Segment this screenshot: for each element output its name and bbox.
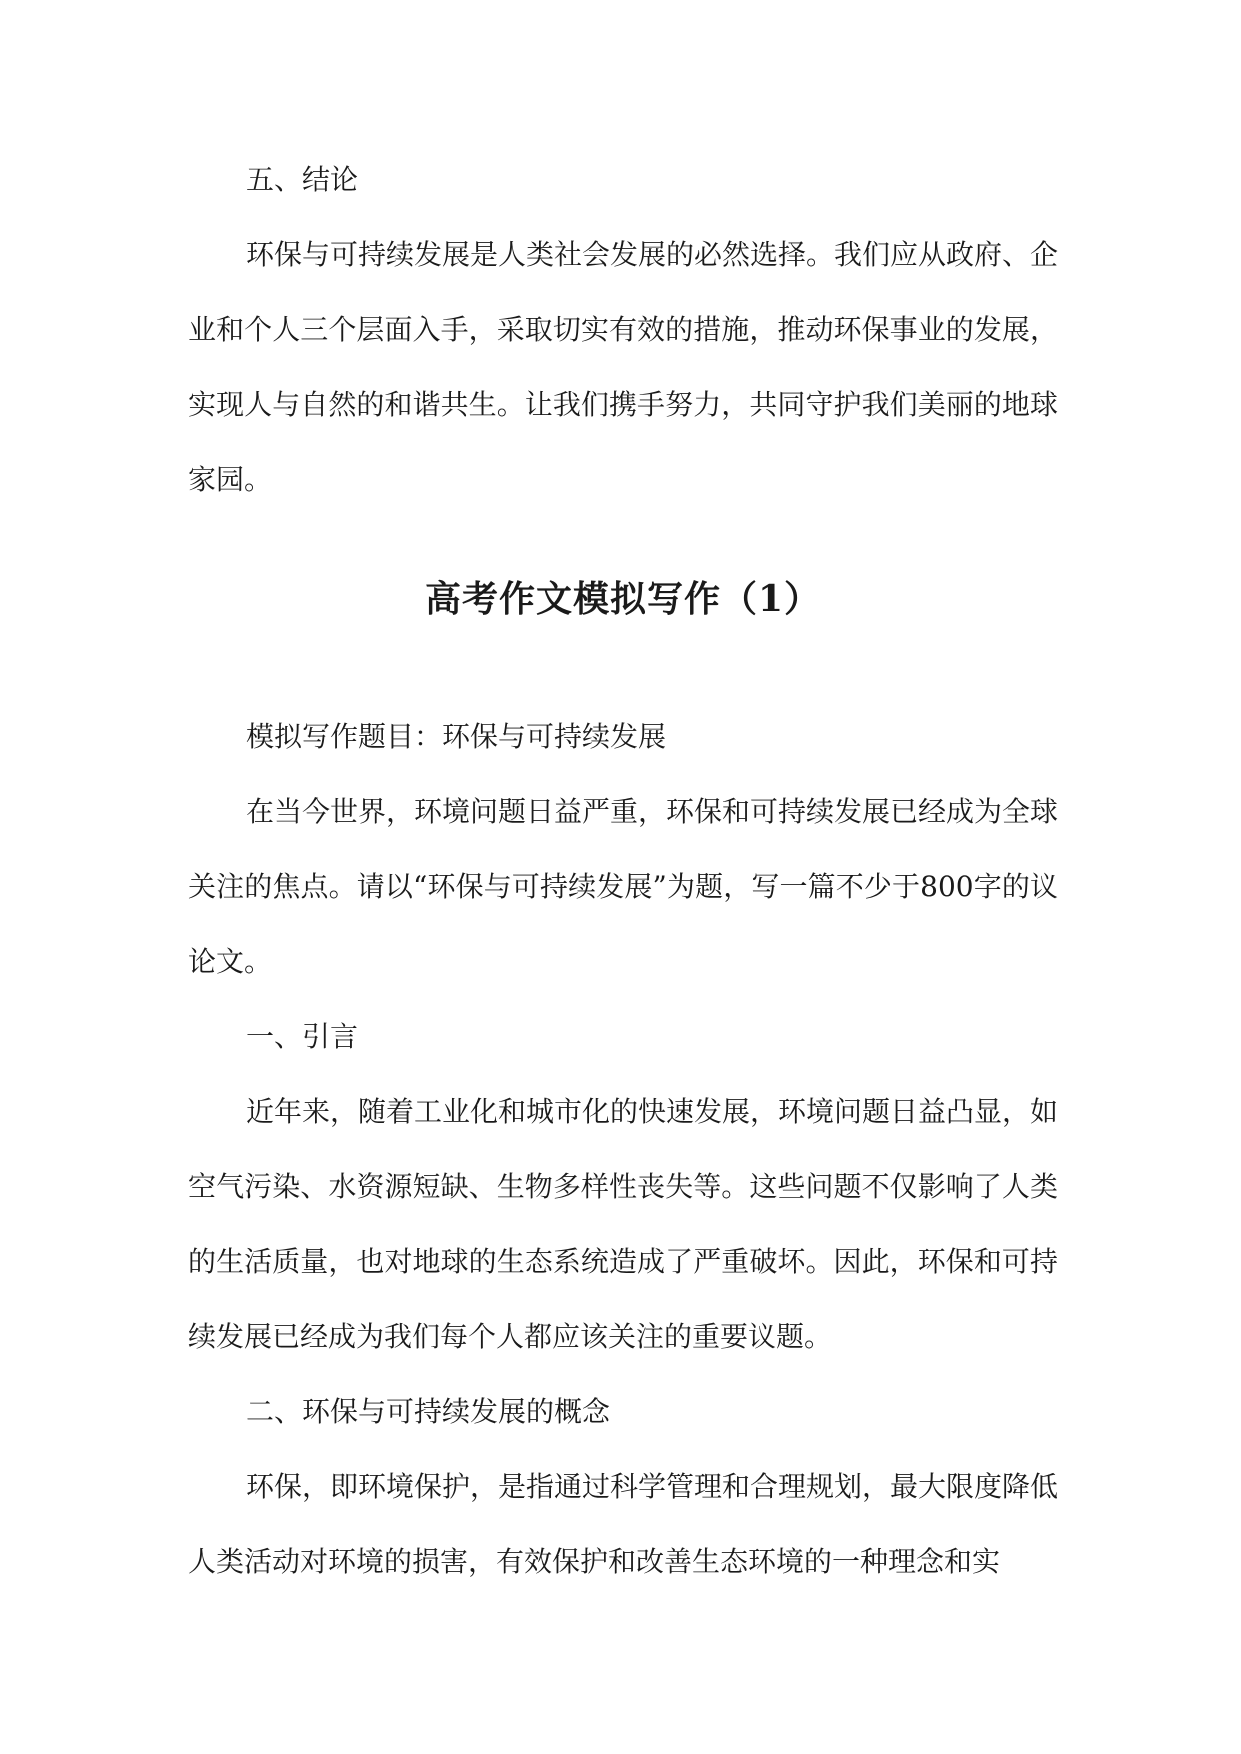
document-body xyxy=(188,142,1058,1599)
section5-paragraph: 环保与可持续发展是人类社会发展的必然选择。我们应从政府、企业和个人三个层面入手，采取切实有效的措施，推动环保事业的发展，实现人与自然的和谐共生。让我们携手努力，共同守护我们美丽的地球家园。 xyxy=(188,238,1059,496)
prompt-title: 模拟写作题目：环保与可持续发展 xyxy=(246,720,667,753)
section1-paragraph: 近年来，随着工业化和城市化的快速发展，环境问题日益凸显，如空气污染、水资源短缺、生物多样性丧失等。这些问题不仅影响了人类的生活质量，也对地球的生态系统造成了严重破坏。因此，环保和可持续发展已经成为我们每个人都应该关注的重要议题。 xyxy=(188,1095,1059,1353)
prompt-paragraph: 在当今世界，环境问题日益严重，环保和可持续发展已经成为全球关注的焦点。请以“环保与可持续发展”为题，写一篇不少于800字的议论文。 xyxy=(188,795,1059,978)
section5-heading: 五、结论 xyxy=(246,163,359,196)
section2-heading: 二、环保与可持续发展的概念 xyxy=(246,1395,611,1428)
essay-title: 高考作文模拟写作（1） xyxy=(424,578,822,620)
section1-heading: 一、引言 xyxy=(246,1020,359,1053)
section2-paragraph: 环保，即环境保护，是指通过科学管理和合理规划，最大限度降低人类活动对环境的损害，有效保护和改善生态环境的一种理念和实 xyxy=(188,1470,1059,1578)
